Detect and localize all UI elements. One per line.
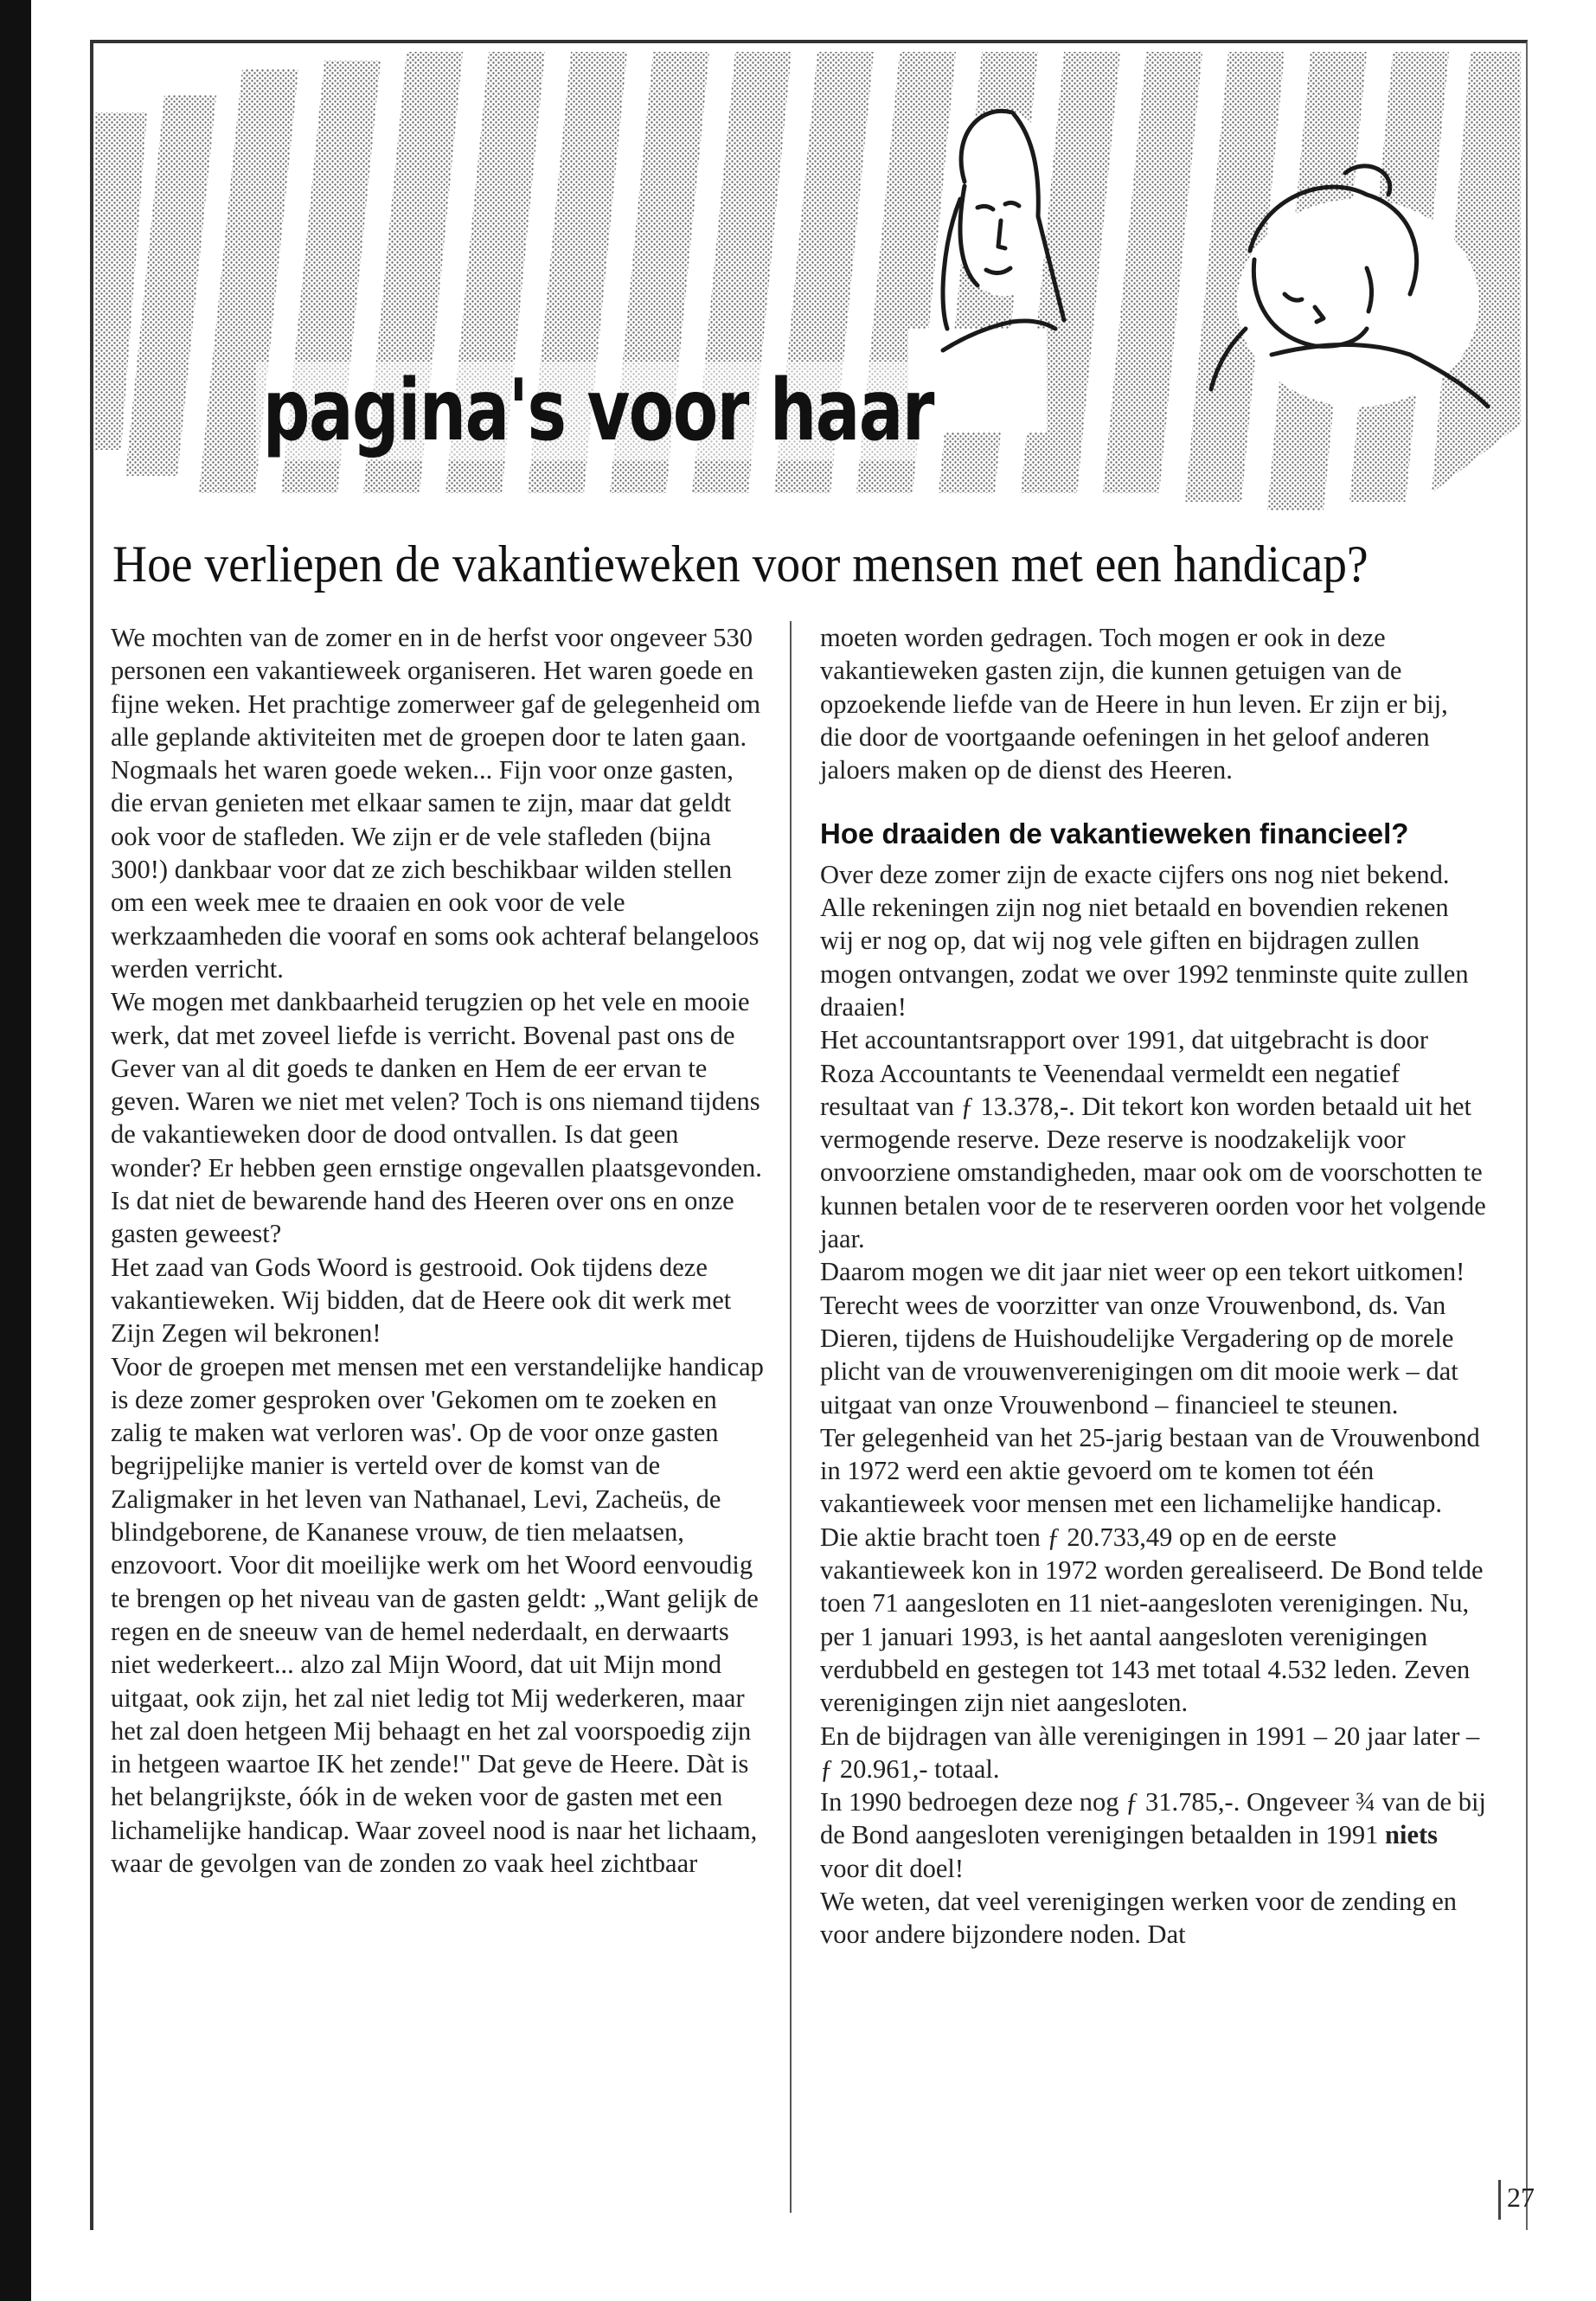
paragraph: moeten worden gedragen. Toch mogen er ook in deze vakantieweken gasten zijn, die kunnen getuigen van de opzoekende liefde van de Heere in hun leven. Er zijn er bij, die door de voortgaande oefeningen in het geloof anderen jaloers maken op de dienst des Heeren. [820, 623, 1448, 785]
section-title: pagina's voor haar [256, 362, 940, 460]
paragraph: We mochten van de zomer en in de herfst voor ongeveer 530 personen een vakantieweek organiseren. Het waren goede en fijne weken. Het prachtige zomerweer gaf de gelegenheid om alle geplande aktiviteiten met de groepen door te laten gaan. [111, 623, 761, 752]
paragraph-text: voor dit doel! [820, 1853, 965, 1883]
paragraph: We mogen met dankbaarheid terugzien op het vele en mooie werk, dat met zoveel liefde is verricht. Bovenal past ons de Gever van al dit goeds te danken en Hem de eer ervan te geven. Waren we niet met velen? Toch is ons niemand tijdens de vakantieweken door de dood ontvallen. Is dat geen wonder? Er hebben geen ernstige ongevallen plaatsgevonden. Is dat niet de bewarende hand des Heeren over ons en onze gasten geweest? [111, 987, 762, 1249]
article-column-left [111, 621, 770, 1880]
paragraph: Terecht wees de voorzitter van onze Vrouwenbond, ds. Van Dieren, tijdens de Huishoudelijke Vergadering op de morele plicht van de vrouwenverenigingen om dit mooie werk – dat uitgaat van onze Vrouwenbond – financieel te steunen. [820, 1290, 1458, 1420]
paragraph [820, 1785, 1486, 1885]
column-banner [95, 43, 1521, 528]
paragraph: Voor de groepen met mensen met een verstandelijke handicap is deze zomer gesproken over 'Gekomen om te zoeken en zalig te maken wat verloren was'. Op de voor onze gasten begrijpelijke manier is verteld over de komst van de Zaligmaker in het leven van Nathanael, Levi, Zacheüs, de blindgeborene, de Kananese vrouw, de tien melaatsen, enzovoort. Voor dit moeilijke werk om het Woord eenvoudig te brengen op het niveau van de gasten geldt: „Want gelijk de regen en de sneeuw van de hemel nederdaalt, en derwaarts niet wederkeert... alzo zal Mijn Woord, dat uit Mijn mond uitgaat, ook zijn, het zal niet ledig tot Mij wederkeren, maar het zal doen hetgeen Mij behaagt en het zal voorspoedig zijn in hetgeen waartoe IK het zende!" Dat geve de Heere. Dàt is het belangrijkste, óók in de weken voor de gasten met een lichamelijke handicap. Waar zoveel nood is naar het lichaam, waar de gevolgen van de zonden zo vaak heel zichtbaar [111, 1351, 764, 1878]
paragraph: Het accountantsrapport over 1991, dat uitgebracht is door Roza Accountants te Veenendaal vermeldt een negatief resultaat van ƒ 13.378,-. Dit tekort kon worden betaald uit het vermogende reserve. Deze reserve is noodzakelijk voor onvoorziene omstandigheden, maar ook om de voorschotten te kunnen betalen voor de te reserveren oorden voor het volgende jaar. [820, 1025, 1486, 1254]
paragraph: Over deze zomer zijn de exacte cijfers ons nog niet bekend. Alle rekeningen zijn nog niet betaald en bovendien rekenen wij er nog op, dat wij nog vele giften en bijdragen zullen mogen ontvangen, zodat we over 1992 tenminste quite zullen draaien! [820, 859, 1469, 1022]
scan-left-edge [0, 0, 31, 2301]
paragraph: We weten, dat veel verenigingen werken voor de zending en voor andere bijzondere noden. Dat [820, 1886, 1458, 1950]
paragraph: Het zaad van Gods Woord is gestrooid. Ook tijdens deze vakantieweken. Wij bidden, dat de Heere ook dit werk met Zijn Zegen wil bekronen! [111, 1252, 732, 1349]
paragraph: Nogmaals het waren goede weken... Fijn voor onze gasten, die ervan genieten met elkaar samen te zijn, maar dat geldt ook voor de stafleden. We zijn er de vele stafleden (bijna 300!) dankbaar voor dat ze zich beschikbaar wilden stellen om een week mee te draaien en ook voor de vele werkzaamheden die vooraf en soms ook achteraf belangeloos werden verricht. [111, 755, 760, 984]
paragraph: Daarom mogen we dit jaar niet weer op een tekort uitkomen! [820, 1257, 1465, 1287]
paragraph-text: In 1990 bedroegen deze nog ƒ 31.785,-. Ongeveer ¾ van de bij de Bond aangesloten verenigingen betaalden in 1991 [820, 1787, 1486, 1850]
page-number: 27 [1507, 2182, 1535, 2213]
paragraph: En de bijdragen van àlle verenigingen in 1991 – 20 jaar later – ƒ 20.961,- totaal. [820, 1721, 1480, 1784]
paragraph: Ter gelegenheid van het 25-jarig bestaan van de Vrouwenbond in 1972 werd een aktie gevoerd om te komen tot één vakantieweek voor mensen met een lichamelijke handicap. Die aktie bracht toen ƒ 20.733,49 op en de eerste vakantieweek kon in 1972 worden gerealiseerd. De Bond telde toen 71 aangesloten en 11 niet-aangesloten verenigingen. Nu, per 1 januari 1993, is het aantal aangesloten verenigingen verdubbeld en gestegen tot 143 met totaal 4.532 leden. Zeven verenigingen zijn niet aangesloten. [820, 1422, 1484, 1718]
emphasis-bold: niets [1385, 1820, 1439, 1850]
column-divider [790, 621, 792, 2213]
page-number-rule [1498, 2180, 1501, 2220]
article-column-right [820, 621, 1486, 1952]
article-headline: Hoe verliepen de vakantieweken voor mensen met een handicap? [112, 535, 1368, 593]
section-subheading: Hoe draaiden de vakantieweken financieel? [820, 817, 1409, 850]
